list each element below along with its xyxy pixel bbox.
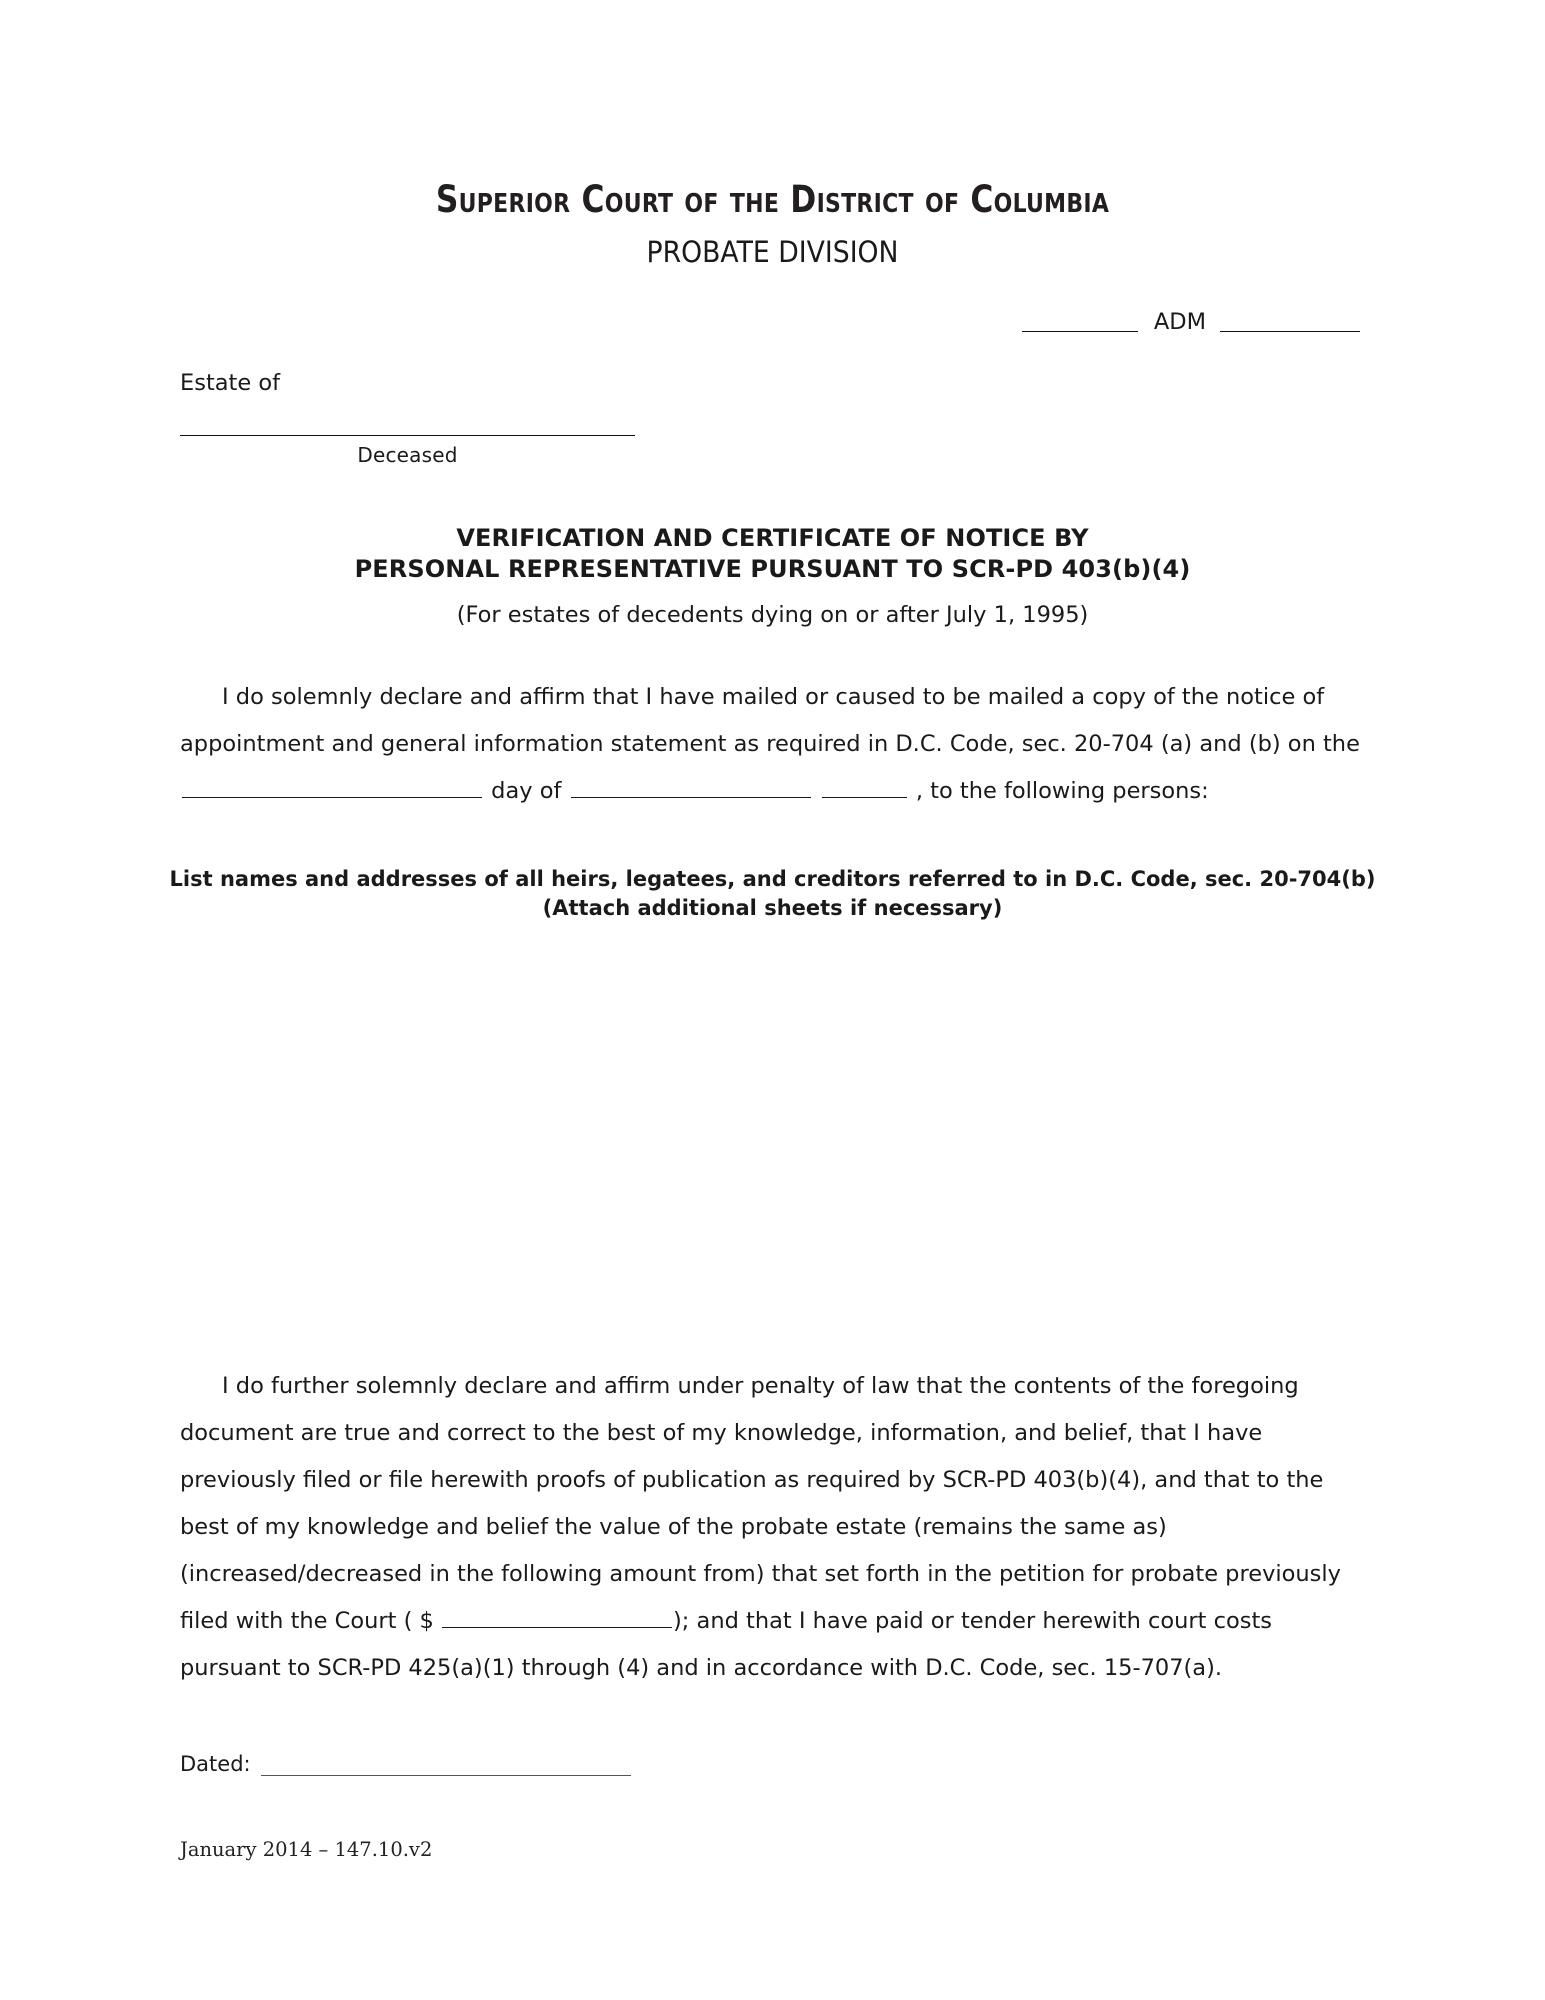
paragraph-1-text-part-3: , to the following persons: xyxy=(915,778,1209,805)
dated-label: Dated: xyxy=(180,1752,251,1777)
listing-instruction-line-1: List names and addresses of all heirs, legatees, and creditors referred to in D.C. Code, sec. 20-704(b) xyxy=(169,867,1376,892)
mailing-day-field[interactable] xyxy=(182,780,482,798)
declaration-paragraph-2 xyxy=(0,1363,1545,1692)
form-revision-footer: January 2014 – 147.10.v2 xyxy=(180,1838,433,1862)
paragraph-1-text-part-1: I do solemnly declare and affirm that I have mailed or caused to be mailed a copy of the notice of appointment and general information statement as required in D.C. Code, sec. 20-704 (a) and (b) on the xyxy=(180,684,1360,758)
estate-value-amount-field[interactable] xyxy=(442,1610,672,1628)
names-and-addresses-listing-area[interactable] xyxy=(0,923,1545,1363)
dated-field[interactable] xyxy=(261,1759,631,1776)
document-heading-line-1: VERIFICATION AND CERTIFICATE OF NOTICE BY xyxy=(456,523,1089,552)
division-title: PROBATE DIVISION xyxy=(646,235,899,269)
document-heading xyxy=(0,523,1545,587)
paragraph-1-text-part-2: day of xyxy=(491,778,562,805)
estate-block xyxy=(0,370,1545,467)
adm-label: ADM xyxy=(1153,309,1206,335)
paragraph-2-text-part-2: ); and that I have paid or tender herewith court costs pursuant to SCR-PD 425(a)(1) through (4) and in accordance with D.C. Code, sec. 15-707(a). xyxy=(180,1608,1273,1682)
court-title: Superior Court of the District of Columbia xyxy=(435,178,1110,221)
document-subheading: (For estates of decedents dying on or after July 1, 1995) xyxy=(456,602,1089,629)
mailing-month-field[interactable] xyxy=(571,780,811,798)
declaration-paragraph-1 xyxy=(0,674,1545,815)
case-number-row xyxy=(0,309,1545,335)
listing-instruction xyxy=(0,865,1545,923)
document-heading-line-2: PERSONAL REPRESENTATIVE PURSUANT TO SCR-PD 403(b)(4) xyxy=(354,555,1191,584)
paragraph-2-text-part-1: I do further solemnly declare and affirm under penalty of law that the contents of the foregoing document are true and correct to the best of my knowledge, information, and belief, that I have previously filed or file herewith proofs of publication as required by SCR-PD 403(b)(4), and that to the best of my knowledge and belief the value of the probate estate (remains the same as) (increased/decreased in the following amount from) that set forth in the petition for probate previously filed with the Court ( $ xyxy=(180,1373,1341,1635)
mailing-year-field[interactable] xyxy=(822,780,907,798)
deceased-label: Deceased xyxy=(357,442,458,467)
estate-of-label: Estate of xyxy=(180,369,281,396)
case-number-suffix-field[interactable] xyxy=(1220,311,1360,332)
case-number-prefix-field[interactable] xyxy=(1022,311,1138,332)
dated-row xyxy=(0,1752,1545,1776)
listing-instruction-line-2: (Attach additional sheets if necessary) xyxy=(542,896,1003,921)
